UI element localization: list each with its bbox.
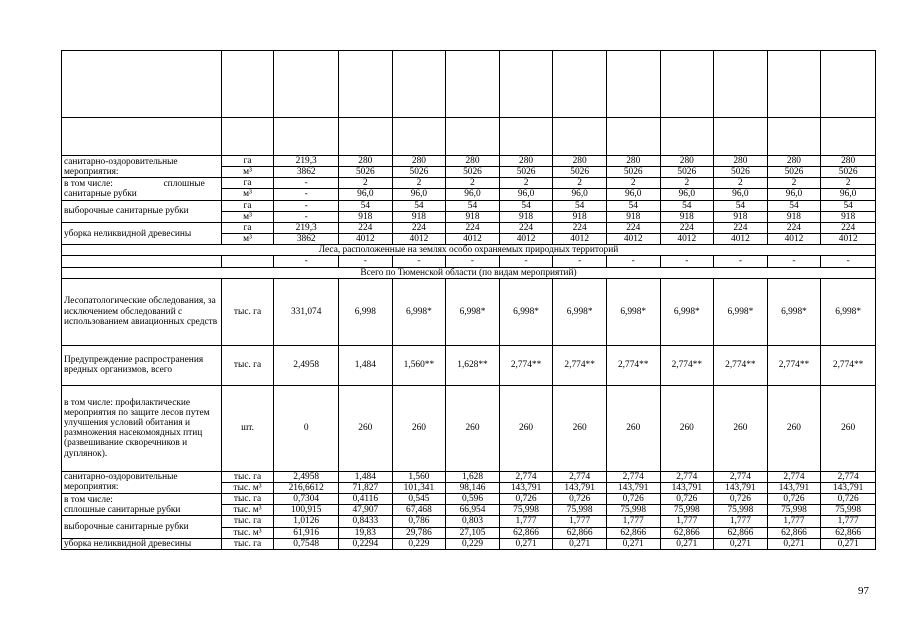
value-cell: 2 bbox=[553, 178, 607, 189]
value-cell: 54 bbox=[821, 200, 876, 211]
value-cell: 280 bbox=[392, 156, 446, 167]
value-cell: 260 bbox=[392, 385, 446, 471]
value-cell: 71,827 bbox=[339, 482, 393, 493]
value-cell bbox=[714, 118, 768, 156]
activity-name bbox=[62, 494, 222, 516]
value-cell: - bbox=[274, 189, 339, 200]
value-cell: 3862 bbox=[274, 234, 339, 245]
value-cell: 260 bbox=[499, 385, 553, 471]
value-cell: 0,271 bbox=[606, 538, 660, 549]
value-cell: 280 bbox=[767, 156, 821, 167]
value-cell: 62,866 bbox=[499, 527, 553, 538]
value-cell: - bbox=[274, 256, 339, 267]
value-cell bbox=[606, 51, 660, 118]
value-cell: 5026 bbox=[392, 167, 446, 178]
table-row bbox=[62, 494, 876, 505]
section-title: Всего по Тюменской области (по видам мероприятий) bbox=[62, 267, 876, 278]
value-cell: 0 bbox=[274, 385, 339, 471]
value-cell: 5026 bbox=[714, 167, 768, 178]
value-cell: 54 bbox=[392, 200, 446, 211]
value-cell bbox=[660, 118, 714, 156]
value-cell: 54 bbox=[553, 200, 607, 211]
value-cell: 0,271 bbox=[821, 538, 876, 549]
value-cell: 2 bbox=[499, 178, 553, 189]
value-cell: 5026 bbox=[767, 167, 821, 178]
value-cell: 67,468 bbox=[392, 505, 446, 516]
value-cell: - bbox=[499, 256, 553, 267]
activity-name bbox=[62, 51, 222, 118]
value-cell: - bbox=[553, 256, 607, 267]
value-cell: 75,998 bbox=[821, 505, 876, 516]
activity-name-part: в том числе: bbox=[64, 178, 113, 189]
value-cell: 54 bbox=[606, 200, 660, 211]
activity-name bbox=[62, 178, 222, 200]
value-cell: 75,998 bbox=[767, 505, 821, 516]
value-cell: 96,0 bbox=[714, 189, 768, 200]
value-cell: 4012 bbox=[339, 234, 393, 245]
value-cell: 143,791 bbox=[714, 482, 768, 493]
unit-cell bbox=[221, 51, 274, 118]
value-cell: 75,998 bbox=[660, 505, 714, 516]
value-cell: 331,074 bbox=[274, 278, 339, 345]
table-row bbox=[62, 345, 876, 385]
value-cell: 280 bbox=[553, 156, 607, 167]
value-cell: 5026 bbox=[553, 167, 607, 178]
value-cell: 100,915 bbox=[274, 505, 339, 516]
value-cell: 6,998* bbox=[606, 278, 660, 345]
activity-name-part: сплошные санитарные рубки bbox=[64, 504, 181, 515]
value-cell: 216,6612 bbox=[274, 482, 339, 493]
value-cell: 1,777 bbox=[767, 516, 821, 527]
page-number: 97 bbox=[858, 585, 869, 597]
value-cell: 0,726 bbox=[767, 494, 821, 505]
value-cell bbox=[274, 51, 339, 118]
value-cell: 280 bbox=[714, 156, 768, 167]
value-cell: 918 bbox=[553, 211, 607, 222]
value-cell: 54 bbox=[714, 200, 768, 211]
unit-cell: га bbox=[221, 156, 274, 167]
value-cell: 260 bbox=[553, 385, 607, 471]
value-cell bbox=[446, 51, 500, 118]
value-cell: 2 bbox=[767, 178, 821, 189]
activity-name: санитарно-оздоровительные мероприятия: bbox=[62, 156, 222, 178]
unit-cell: шт. bbox=[221, 385, 274, 471]
table-row bbox=[62, 385, 876, 471]
table-row bbox=[62, 178, 876, 189]
table-row bbox=[62, 516, 876, 527]
value-cell: 260 bbox=[821, 385, 876, 471]
value-cell: 96,0 bbox=[767, 189, 821, 200]
value-cell: 1,777 bbox=[606, 516, 660, 527]
value-cell: 54 bbox=[660, 200, 714, 211]
value-cell: 5026 bbox=[339, 167, 393, 178]
value-cell: 0,229 bbox=[392, 538, 446, 549]
section-title: Леса, расположенные на землях особо охраняемых природных территорий bbox=[62, 245, 876, 256]
value-cell: 0,271 bbox=[660, 538, 714, 549]
activity-name: в том числе: профилактические мероприятия по защите лесов путем улучшения условий обитания и размножения насекомоядных птиц (развешивание скворечников и дуплянок). bbox=[62, 385, 222, 471]
value-cell: 1,628 bbox=[446, 471, 500, 482]
value-cell: 0,8433 bbox=[339, 516, 393, 527]
value-cell: 224 bbox=[821, 222, 876, 233]
value-cell: 0,803 bbox=[446, 516, 500, 527]
value-cell: 0,726 bbox=[606, 494, 660, 505]
value-cell bbox=[660, 51, 714, 118]
value-cell: 1,0126 bbox=[274, 516, 339, 527]
value-cell: 96,0 bbox=[392, 189, 446, 200]
value-cell: 54 bbox=[767, 200, 821, 211]
value-cell: 6,998* bbox=[767, 278, 821, 345]
value-cell: 224 bbox=[714, 222, 768, 233]
value-cell: 219,3 bbox=[274, 156, 339, 167]
value-cell: 0,2294 bbox=[339, 538, 393, 549]
value-cell: 918 bbox=[767, 211, 821, 222]
value-cell: 1,484 bbox=[339, 471, 393, 482]
unit-cell: тыс. га bbox=[221, 494, 274, 505]
value-cell: - bbox=[767, 256, 821, 267]
value-cell: - bbox=[392, 256, 446, 267]
value-cell: 918 bbox=[339, 211, 393, 222]
value-cell: 96,0 bbox=[821, 189, 876, 200]
value-cell: 1,560** bbox=[392, 345, 446, 385]
forest-protection-table bbox=[61, 50, 876, 550]
value-cell: 75,998 bbox=[606, 505, 660, 516]
value-cell: 143,791 bbox=[499, 482, 553, 493]
value-cell bbox=[392, 118, 446, 156]
value-cell: 2,774 bbox=[606, 471, 660, 482]
value-cell: 96,0 bbox=[553, 189, 607, 200]
unit-cell: тыс. га bbox=[221, 538, 274, 549]
value-cell: 54 bbox=[446, 200, 500, 211]
value-cell: 4012 bbox=[553, 234, 607, 245]
value-cell: 4012 bbox=[821, 234, 876, 245]
value-cell: 918 bbox=[446, 211, 500, 222]
unit-cell: тыс. га bbox=[221, 278, 274, 345]
value-cell: 61,916 bbox=[274, 527, 339, 538]
activity-name-part: санитарные рубки bbox=[64, 188, 137, 199]
value-cell: 2,774** bbox=[821, 345, 876, 385]
value-cell: 2 bbox=[446, 178, 500, 189]
value-cell: 224 bbox=[446, 222, 500, 233]
value-cell: 0,786 bbox=[392, 516, 446, 527]
value-cell: 2 bbox=[714, 178, 768, 189]
value-cell: 1,777 bbox=[553, 516, 607, 527]
value-cell: 2 bbox=[606, 178, 660, 189]
value-cell: 2,774 bbox=[660, 471, 714, 482]
table-row bbox=[62, 118, 876, 156]
value-cell: 2,4958 bbox=[274, 345, 339, 385]
value-cell: 1,560 bbox=[392, 471, 446, 482]
value-cell bbox=[606, 118, 660, 156]
value-cell: 96,0 bbox=[660, 189, 714, 200]
table-row bbox=[62, 471, 876, 482]
value-cell bbox=[339, 51, 393, 118]
value-cell: - bbox=[606, 256, 660, 267]
value-cell: 2 bbox=[339, 178, 393, 189]
value-cell: 0,271 bbox=[714, 538, 768, 549]
value-cell: 918 bbox=[660, 211, 714, 222]
value-cell: 0,545 bbox=[392, 494, 446, 505]
value-cell bbox=[714, 51, 768, 118]
unit-cell: м³ bbox=[221, 167, 274, 178]
unit-cell: тыс. га bbox=[221, 516, 274, 527]
unit-cell bbox=[221, 118, 274, 156]
value-cell bbox=[499, 51, 553, 118]
value-cell: 1,628** bbox=[446, 345, 500, 385]
activity-name: санитарно-оздоровительные мероприятия: bbox=[62, 471, 222, 493]
value-cell: 260 bbox=[660, 385, 714, 471]
value-cell: 6,998* bbox=[392, 278, 446, 345]
value-cell: 2,774** bbox=[767, 345, 821, 385]
value-cell: 5026 bbox=[821, 167, 876, 178]
value-cell: 98,146 bbox=[446, 482, 500, 493]
table-row bbox=[62, 256, 876, 267]
value-cell: 0,7304 bbox=[274, 494, 339, 505]
value-cell: 0,726 bbox=[660, 494, 714, 505]
value-cell: 47,907 bbox=[339, 505, 393, 516]
value-cell: 224 bbox=[499, 222, 553, 233]
table-row bbox=[62, 245, 876, 256]
value-cell: 4012 bbox=[392, 234, 446, 245]
value-cell: 5026 bbox=[660, 167, 714, 178]
value-cell: 224 bbox=[660, 222, 714, 233]
activity-name: уборка неликвидной древесины bbox=[62, 222, 222, 244]
value-cell: 96,0 bbox=[499, 189, 553, 200]
value-cell bbox=[274, 118, 339, 156]
value-cell: 4012 bbox=[446, 234, 500, 245]
value-cell: 0,4116 bbox=[339, 494, 393, 505]
value-cell: 0,7548 bbox=[274, 538, 339, 549]
value-cell: 2,774** bbox=[660, 345, 714, 385]
value-cell: 96,0 bbox=[606, 189, 660, 200]
activity-name-part: в том числе: bbox=[64, 494, 113, 505]
value-cell: 75,998 bbox=[553, 505, 607, 516]
value-cell: 4012 bbox=[499, 234, 553, 245]
value-cell: 0,271 bbox=[767, 538, 821, 549]
value-cell: 260 bbox=[446, 385, 500, 471]
value-cell: 143,791 bbox=[660, 482, 714, 493]
value-cell: 5026 bbox=[446, 167, 500, 178]
value-cell: 224 bbox=[553, 222, 607, 233]
value-cell: 75,998 bbox=[714, 505, 768, 516]
value-cell: 62,866 bbox=[821, 527, 876, 538]
value-cell: 4012 bbox=[767, 234, 821, 245]
table-row bbox=[62, 538, 876, 549]
value-cell: 143,791 bbox=[821, 482, 876, 493]
value-cell: 2,4958 bbox=[274, 471, 339, 482]
value-cell: - bbox=[821, 256, 876, 267]
unit-cell: м³ bbox=[221, 234, 274, 245]
value-cell: 260 bbox=[339, 385, 393, 471]
value-cell: 2,774** bbox=[553, 345, 607, 385]
value-cell: - bbox=[446, 256, 500, 267]
value-cell bbox=[821, 51, 876, 118]
unit-cell: га bbox=[221, 178, 274, 189]
value-cell: 280 bbox=[606, 156, 660, 167]
value-cell: 6,998* bbox=[821, 278, 876, 345]
value-cell bbox=[446, 118, 500, 156]
value-cell: 918 bbox=[606, 211, 660, 222]
unit-cell: м³ bbox=[221, 189, 274, 200]
value-cell: 2,774 bbox=[553, 471, 607, 482]
value-cell: 96,0 bbox=[339, 189, 393, 200]
unit-cell: тыс. м³ bbox=[221, 482, 274, 493]
activity-name: Лесопатологические обследования, за исключением обследований с использованием авиационных средств bbox=[62, 278, 222, 345]
value-cell bbox=[767, 51, 821, 118]
unit-cell: га bbox=[221, 200, 274, 211]
value-cell bbox=[767, 118, 821, 156]
activity-name: Предупреждение распространения вредных организмов, всего bbox=[62, 345, 222, 385]
unit-cell: га bbox=[221, 222, 274, 233]
value-cell: 62,866 bbox=[606, 527, 660, 538]
value-cell: 2 bbox=[660, 178, 714, 189]
value-cell: 6,998* bbox=[553, 278, 607, 345]
value-cell: 260 bbox=[714, 385, 768, 471]
value-cell: 6,998* bbox=[660, 278, 714, 345]
value-cell: 918 bbox=[714, 211, 768, 222]
value-cell: 280 bbox=[499, 156, 553, 167]
value-cell: 280 bbox=[660, 156, 714, 167]
value-cell: 219,3 bbox=[274, 222, 339, 233]
activity-name bbox=[62, 118, 222, 156]
value-cell: 0,726 bbox=[553, 494, 607, 505]
table-row bbox=[62, 51, 876, 118]
value-cell: 1,777 bbox=[660, 516, 714, 527]
value-cell: 62,866 bbox=[660, 527, 714, 538]
value-cell: 54 bbox=[339, 200, 393, 211]
value-cell: 54 bbox=[499, 200, 553, 211]
unit-cell: тыс. м³ bbox=[221, 505, 274, 516]
value-cell: 2,774** bbox=[499, 345, 553, 385]
value-cell: 6,998* bbox=[446, 278, 500, 345]
value-cell bbox=[821, 118, 876, 156]
value-cell: - bbox=[274, 200, 339, 211]
value-cell bbox=[553, 118, 607, 156]
value-cell: 2 bbox=[821, 178, 876, 189]
unit-cell: м³ bbox=[221, 211, 274, 222]
value-cell: 1,777 bbox=[821, 516, 876, 527]
value-cell: 918 bbox=[392, 211, 446, 222]
value-cell: 4012 bbox=[606, 234, 660, 245]
value-cell: 2,774 bbox=[821, 471, 876, 482]
value-cell bbox=[392, 51, 446, 118]
table-row bbox=[62, 156, 876, 167]
value-cell: - bbox=[714, 256, 768, 267]
value-cell: 918 bbox=[499, 211, 553, 222]
value-cell: 62,866 bbox=[553, 527, 607, 538]
value-cell: 66,954 bbox=[446, 505, 500, 516]
value-cell: 2,774** bbox=[606, 345, 660, 385]
value-cell: 0,726 bbox=[714, 494, 768, 505]
value-cell: 224 bbox=[606, 222, 660, 233]
value-cell: 2,774 bbox=[767, 471, 821, 482]
value-cell: 0,726 bbox=[499, 494, 553, 505]
unit-cell: тыс. га bbox=[221, 471, 274, 482]
value-cell: 4012 bbox=[714, 234, 768, 245]
value-cell: 101,341 bbox=[392, 482, 446, 493]
value-cell: 143,791 bbox=[606, 482, 660, 493]
value-cell: 2 bbox=[392, 178, 446, 189]
value-cell: 0,596 bbox=[446, 494, 500, 505]
value-cell: 0,271 bbox=[553, 538, 607, 549]
value-cell: 2,774 bbox=[499, 471, 553, 482]
value-cell bbox=[339, 118, 393, 156]
value-cell: 3862 bbox=[274, 167, 339, 178]
value-cell: 75,998 bbox=[499, 505, 553, 516]
unit-cell: тыс. м³ bbox=[221, 527, 274, 538]
value-cell: 2,774** bbox=[714, 345, 768, 385]
value-cell: 6,998 bbox=[339, 278, 393, 345]
value-cell: - bbox=[274, 178, 339, 189]
value-cell: 27,105 bbox=[446, 527, 500, 538]
value-cell: 280 bbox=[446, 156, 500, 167]
value-cell: 143,791 bbox=[553, 482, 607, 493]
value-cell: 1,777 bbox=[714, 516, 768, 527]
value-cell: 62,866 bbox=[767, 527, 821, 538]
value-cell bbox=[553, 51, 607, 118]
value-cell: 0,726 bbox=[821, 494, 876, 505]
table-row bbox=[62, 278, 876, 345]
value-cell: 143,791 bbox=[767, 482, 821, 493]
table-row bbox=[62, 222, 876, 233]
activity-name: выборочные санитарные рубки bbox=[62, 200, 222, 222]
value-cell: 224 bbox=[767, 222, 821, 233]
value-cell: 5026 bbox=[606, 167, 660, 178]
value-cell: 2,774 bbox=[714, 471, 768, 482]
unit-cell: тыс. га bbox=[221, 345, 274, 385]
value-cell: 0,229 bbox=[446, 538, 500, 549]
activity-name: уборка неликвидной древесины bbox=[62, 538, 222, 549]
value-cell: - bbox=[660, 256, 714, 267]
activity-name: выборочные санитарные рубки bbox=[62, 516, 222, 538]
value-cell: 19,83 bbox=[339, 527, 393, 538]
value-cell: 1,777 bbox=[499, 516, 553, 527]
value-cell: 224 bbox=[339, 222, 393, 233]
table-row bbox=[62, 200, 876, 211]
value-cell bbox=[499, 118, 553, 156]
value-cell: 0,271 bbox=[499, 538, 553, 549]
value-cell: 918 bbox=[821, 211, 876, 222]
value-cell: 5026 bbox=[499, 167, 553, 178]
value-cell: 96,0 bbox=[446, 189, 500, 200]
value-cell: 1,484 bbox=[339, 345, 393, 385]
value-cell: - bbox=[274, 211, 339, 222]
value-cell: 29,786 bbox=[392, 527, 446, 538]
value-cell: 4012 bbox=[660, 234, 714, 245]
empty-cell bbox=[221, 256, 274, 267]
value-cell: 62,866 bbox=[714, 527, 768, 538]
value-cell: 224 bbox=[392, 222, 446, 233]
empty-cell bbox=[62, 256, 222, 267]
value-cell: - bbox=[339, 256, 393, 267]
activity-name-part: сплошные bbox=[163, 178, 205, 189]
value-cell: 6,998* bbox=[714, 278, 768, 345]
value-cell: 260 bbox=[606, 385, 660, 471]
value-cell: 6,998* bbox=[499, 278, 553, 345]
value-cell: 280 bbox=[821, 156, 876, 167]
table-row bbox=[62, 267, 876, 278]
value-cell: 280 bbox=[339, 156, 393, 167]
value-cell: 260 bbox=[767, 385, 821, 471]
